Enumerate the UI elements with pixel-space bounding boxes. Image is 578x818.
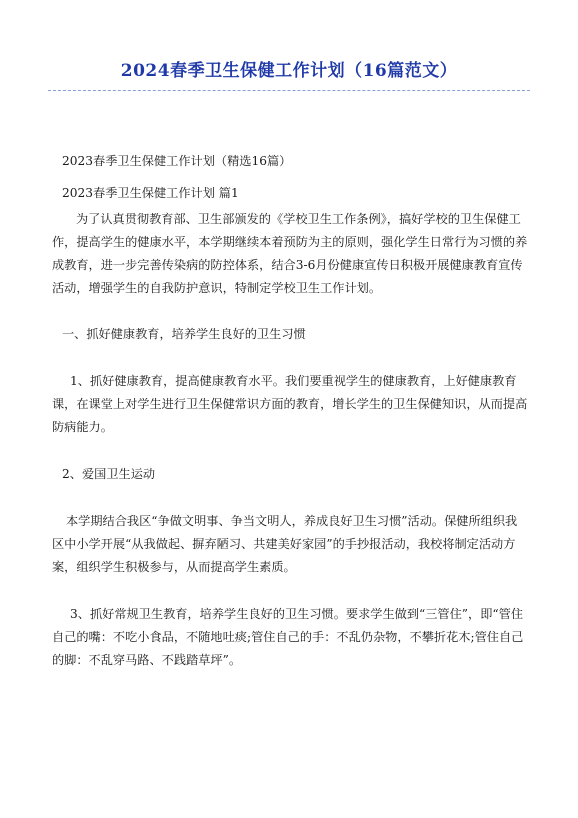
document-body <box>52 150 528 672</box>
paragraph-item-2: 本学期结合我区“争做文明事、争当文明人，养成良好卫生习惯”活动。保健所组织我区中小学开展“从我做起、摒弃陋习、共建美好家园”的手抄报活动，我校将制定活动方案，组织学生积极参与，从而提高学生素质。 <box>52 514 518 574</box>
subtitle-line: 2023春季卫生保健工作计划（精选16篇） <box>62 154 292 168</box>
document-title: 2024春季卫生保健工作计划（16篇范文） <box>120 61 458 81</box>
title-divider <box>48 90 530 91</box>
paragraph-item-3: 3、抓好常规卫生教育，培养学生良好的卫生习惯。要求学生做到“三管住”，即“管住自己的嘴：不吃小食品，不随地吐痰;管住自己的手：不乱仍杂物，不攀折花木;管住自己的脚：不乱穿马路、不践踏草坪”。 <box>52 607 524 667</box>
section-heading: 2023春季卫生保健工作计划 篇1 <box>62 186 239 200</box>
paragraph-item-1: 1、抓好健康教育，提高健康教育水平。我们要重视学生的健康教育，上好健康教育课，在课堂上对学生进行卫生保健常识方面的教育，增长学生的卫生保健知识，从而提高防病能力。 <box>52 374 528 434</box>
heading-item-2: 2、爱国卫生运动 <box>62 467 156 481</box>
paragraph-intro: 为了认真贯彻教育部、卫生部颁发的《学校卫生工作条例》，搞好学校的卫生保健工作，提高学生的健康水平，本学期继续本着预防为主的原则，强化学生日常行为习惯的养成教育，进一步完善传染病的防控体系，结合3-6月份健康宣传日积极开展健康教育宣传活动，增强学生的自我防护意识，特制定学校卫生工作计划。 <box>52 212 528 295</box>
heading-one: 一、抓好健康教育，培养学生良好的卫生习惯 <box>62 327 306 341</box>
